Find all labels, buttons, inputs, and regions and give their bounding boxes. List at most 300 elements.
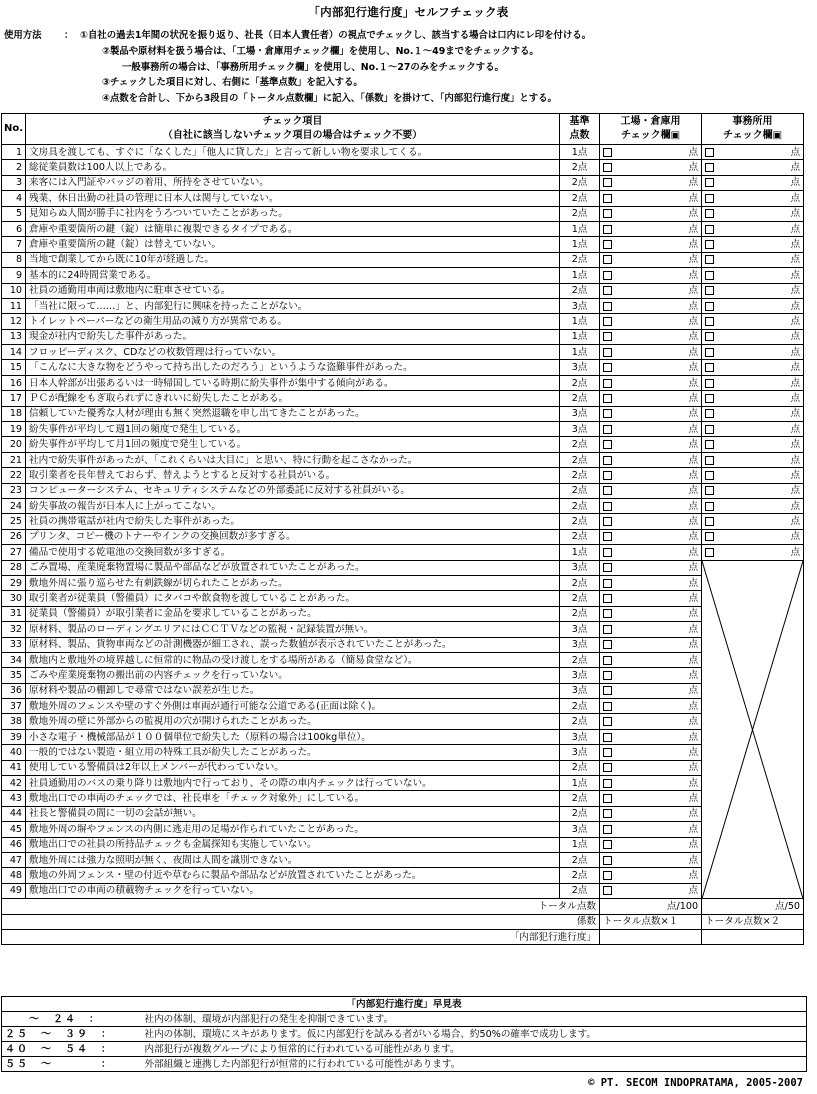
point-unit: 点	[688, 762, 699, 774]
header-item-line1: チェック項目	[262, 116, 323, 127]
checkbox[interactable]	[705, 440, 714, 449]
page-title: 「内部犯行進行度」セルフチェック表	[308, 5, 509, 19]
checkbox[interactable]	[705, 148, 714, 157]
factory-check-cell	[600, 175, 702, 190]
factory-check-cell	[600, 776, 702, 791]
row-number: 42	[2, 776, 26, 791]
coef-label: 係数	[2, 914, 600, 929]
row-text: 残業、休日出勤の社員の管理に日本人は関与していない。	[26, 191, 560, 206]
checkbox[interactable]	[603, 425, 612, 434]
row-number: 16	[2, 375, 26, 390]
point-unit: 点	[688, 192, 699, 204]
row-text: 使用している警備員は2年以上メンバーが代わっていない。	[26, 760, 560, 775]
row-points: 2点	[560, 375, 600, 390]
checkbox[interactable]	[705, 271, 714, 280]
row-number: 7	[2, 237, 26, 252]
checkbox[interactable]	[603, 809, 612, 818]
checkbox[interactable]	[705, 332, 714, 341]
row-points: 1点	[560, 837, 600, 852]
usage-line-5: ④点数を合計し、下から3段目の「トータル点数欄」に記入、「係数」を掛けて、「内部犯行進行度」とする。	[102, 93, 557, 104]
row-number: 27	[2, 545, 26, 560]
progress-label: 「内部犯行進行度」	[2, 929, 600, 944]
row-number: 8	[2, 252, 26, 267]
table-row	[2, 452, 804, 467]
table-row	[2, 514, 804, 529]
factory-check-cell	[600, 252, 702, 267]
checkbox[interactable]	[705, 240, 714, 249]
row-points: 3点	[560, 298, 600, 313]
factory-check-cell	[600, 206, 702, 221]
row-points: 2点	[560, 391, 600, 406]
checkbox[interactable]	[705, 348, 714, 357]
point-unit: 点	[790, 531, 801, 543]
row-points: 2点	[560, 498, 600, 513]
legend-row	[2, 1012, 807, 1027]
checkbox[interactable]	[603, 579, 612, 588]
factory-total-field[interactable]: 点/100	[600, 899, 702, 914]
office-check-cell	[702, 360, 804, 375]
point-unit: 点	[688, 346, 699, 358]
checkbox[interactable]	[705, 502, 714, 511]
checkbox[interactable]	[705, 425, 714, 434]
office-check-cell	[702, 221, 804, 236]
checkbox[interactable]	[705, 363, 714, 372]
table-row	[2, 422, 804, 437]
row-text: 社員の通勤用車両は敷地内に駐車させている。	[26, 283, 560, 298]
table-row	[2, 298, 804, 313]
row-text: 倉庫や重要箇所の鍵（錠）は替えていない。	[26, 237, 560, 252]
table-row	[2, 175, 804, 190]
factory-check-cell	[600, 868, 702, 883]
table-row	[2, 776, 804, 791]
row-number: 20	[2, 437, 26, 452]
factory-check-cell	[600, 391, 702, 406]
office-check-cell	[702, 175, 804, 190]
point-unit: 点	[790, 469, 801, 481]
checkbox[interactable]	[705, 486, 714, 495]
checkbox[interactable]	[705, 456, 714, 465]
checkbox[interactable]	[603, 563, 612, 572]
checkbox[interactable]	[603, 348, 612, 357]
table-row	[2, 483, 804, 498]
header-points-line2: 点数	[569, 130, 590, 141]
checkbox[interactable]	[603, 594, 612, 603]
row-number: 15	[2, 360, 26, 375]
point-unit: 点	[688, 485, 699, 497]
row-number: 25	[2, 514, 26, 529]
point-unit: 点	[790, 546, 801, 558]
point-unit: 点	[790, 516, 801, 528]
row-text: 倉庫や重要箇所の鍵（錠）は簡単に複製できるタイプである。	[26, 221, 560, 236]
office-check-cell	[702, 252, 804, 267]
point-unit: 点	[688, 408, 699, 420]
checkbox[interactable]	[603, 225, 612, 234]
office-total-field[interactable]: 点/50	[702, 899, 804, 914]
checkbox[interactable]	[603, 517, 612, 526]
row-number: 14	[2, 345, 26, 360]
point-unit: 点	[688, 315, 699, 327]
row-text: 「当社に限って……」と、内部犯行に興味を持ったことがない。	[26, 298, 560, 313]
checkbox[interactable]	[603, 748, 612, 757]
row-points: 2点	[560, 175, 600, 190]
row-points: 2点	[560, 591, 600, 606]
checkbox[interactable]	[705, 517, 714, 526]
table-row	[2, 637, 804, 652]
checkbox[interactable]	[603, 486, 612, 495]
legend-desc: 社内の体制、環境が内部犯行の発生を抑制できています。	[142, 1012, 807, 1027]
point-unit: 点	[688, 885, 699, 897]
table-row	[2, 699, 804, 714]
office-check-cell	[702, 452, 804, 467]
row-number: 32	[2, 622, 26, 637]
row-text: 信頼していた優秀な人材が理由も無く突然退職を申し出てきたことがあった。	[26, 406, 560, 421]
table-row	[2, 575, 804, 590]
factory-check-cell	[600, 852, 702, 867]
checkbox[interactable]	[603, 656, 612, 665]
row-points: 3点	[560, 822, 600, 837]
point-unit: 点	[790, 285, 801, 297]
factory-check-cell	[600, 699, 702, 714]
row-text: 日本人幹部が出張あるいは一時帰国している時期に紛失事件が集中する傾向がある。	[26, 375, 560, 390]
factory-check-cell	[600, 283, 702, 298]
factory-check-cell	[600, 160, 702, 175]
usage-label: 使用方法	[4, 30, 42, 41]
table-row	[2, 683, 804, 698]
table-row	[2, 283, 804, 298]
table-row	[2, 314, 804, 329]
header-factory	[600, 114, 702, 145]
row-points: 2点	[560, 606, 600, 621]
point-unit: 点	[688, 593, 699, 605]
point-unit: 点	[790, 423, 801, 435]
row-text: 現金が社内で紛失した事件があった。	[26, 329, 560, 344]
point-unit: 点	[790, 162, 801, 174]
point-unit: 点	[790, 192, 801, 204]
office-na-cross	[702, 560, 804, 899]
table-row	[2, 622, 804, 637]
row-points: 2点	[560, 760, 600, 775]
header-factory-line2: チェック欄▣	[620, 130, 681, 141]
office-check-cell	[702, 298, 804, 313]
checkbox[interactable]	[603, 317, 612, 326]
row-text: 社員の携帯電話が社内で紛失した事件があった。	[26, 514, 560, 529]
factory-check-cell	[600, 575, 702, 590]
point-unit: 点	[688, 331, 699, 343]
checkbox[interactable]	[603, 779, 612, 788]
row-points: 2点	[560, 883, 600, 898]
point-unit: 点	[688, 423, 699, 435]
checkbox[interactable]	[603, 625, 612, 634]
table-row	[2, 545, 804, 560]
row-text: 敷地外周のフェンスや壁のすぐ外側は車両が通行可能な公道である(正面は除く)。	[26, 699, 560, 714]
office-check-cell	[702, 145, 804, 160]
checkbox[interactable]	[603, 178, 612, 187]
checkbox[interactable]	[603, 671, 612, 680]
row-text: ごみ置場、産業廃棄物置場に製品や部品などが放置されていたことがあった。	[26, 560, 560, 575]
checkbox[interactable]	[603, 394, 612, 403]
row-number: 28	[2, 560, 26, 575]
factory-check-cell	[600, 498, 702, 513]
row-number: 26	[2, 529, 26, 544]
checkbox[interactable]	[603, 763, 612, 772]
office-check-cell	[702, 329, 804, 344]
point-unit: 点	[688, 223, 699, 235]
table-row	[2, 868, 804, 883]
checkbox[interactable]	[603, 794, 612, 803]
factory-check-cell	[600, 191, 702, 206]
checkbox[interactable]	[705, 471, 714, 480]
point-unit: 点	[688, 808, 699, 820]
checkbox[interactable]	[603, 271, 612, 280]
total-label: トータル点数	[2, 899, 600, 914]
header-no: No.	[2, 114, 26, 145]
table-row	[2, 714, 804, 729]
factory-check-cell	[600, 637, 702, 652]
row-points: 2点	[560, 283, 600, 298]
checkbox[interactable]	[603, 686, 612, 695]
checkbox[interactable]	[603, 609, 612, 618]
checkbox[interactable]	[603, 440, 612, 449]
factory-progress-field[interactable]	[600, 929, 702, 944]
table-row	[2, 822, 804, 837]
usage-line-3: 一般事務所の場合は、「事務所用チェック欄」を使用し、No.１～27のみをチェックする。	[122, 62, 504, 73]
legend-row	[2, 1057, 807, 1072]
factory-check-cell	[600, 760, 702, 775]
checkbox[interactable]	[705, 317, 714, 326]
checkbox[interactable]	[603, 148, 612, 157]
point-unit: 点	[790, 146, 801, 158]
checkbox[interactable]	[603, 502, 612, 511]
header-item-line2: （自社に該当しないチェック項目の場合はチェック不要）	[162, 130, 423, 141]
row-number: 40	[2, 745, 26, 760]
row-points: 2点	[560, 714, 600, 729]
row-text: フロッピーディスク、CDなどの枚数管理は行っていない。	[26, 345, 560, 360]
checkbox[interactable]	[705, 194, 714, 203]
table-row	[2, 837, 804, 852]
point-unit: 点	[688, 654, 699, 666]
row-number: 36	[2, 683, 26, 698]
checkbox[interactable]	[603, 363, 612, 372]
office-check-cell	[702, 483, 804, 498]
checkbox[interactable]	[705, 394, 714, 403]
checkbox[interactable]	[603, 286, 612, 295]
point-unit: 点	[688, 269, 699, 281]
checkbox[interactable]	[603, 456, 612, 465]
checkbox[interactable]	[603, 717, 612, 726]
point-unit: 点	[688, 239, 699, 251]
row-text: 社員通勤用のバスの乗り降りは敷地内で行っており、その際の車内チェックは行っていない。	[26, 776, 560, 791]
row-points: 2点	[560, 468, 600, 483]
row-text: 原材料、製品のローディングエリアにはＣＣＴＶなどの監視・記録装置が無い。	[26, 622, 560, 637]
checkbox[interactable]	[603, 548, 612, 557]
office-check-cell	[702, 191, 804, 206]
factory-check-cell	[600, 422, 702, 437]
row-points: 2点	[560, 575, 600, 590]
row-text: 一般的ではない製造・組立用の特殊工具が紛失したことがあった。	[26, 745, 560, 760]
office-check-cell	[702, 529, 804, 544]
row-points: 2点	[560, 529, 600, 544]
row-text: コンピューターシステム、セキュリティシステムなどの外部委託に反対する社員がいる。	[26, 483, 560, 498]
office-check-cell	[702, 406, 804, 421]
point-unit: 点	[688, 870, 699, 882]
row-points: 1点	[560, 145, 600, 160]
row-points: 3点	[560, 729, 600, 744]
checkbox[interactable]	[603, 194, 612, 203]
factory-check-cell	[600, 375, 702, 390]
row-points: 1点	[560, 545, 600, 560]
row-points: 3点	[560, 668, 600, 683]
table-row	[2, 206, 804, 221]
office-check-cell	[702, 345, 804, 360]
factory-check-cell	[600, 314, 702, 329]
factory-check-cell	[600, 606, 702, 621]
checkbox[interactable]	[603, 886, 612, 895]
row-text: 原材料、製品、貨物車両などの計測機器が細工され、誤った数値が表示されていたことがあった。	[26, 637, 560, 652]
row-number: 41	[2, 760, 26, 775]
checkbox[interactable]	[705, 163, 714, 172]
checkbox[interactable]	[603, 840, 612, 849]
checkbox[interactable]	[705, 302, 714, 311]
point-unit: 点	[790, 392, 801, 404]
checkbox[interactable]	[603, 471, 612, 480]
factory-check-cell	[600, 729, 702, 744]
point-unit: 点	[688, 454, 699, 466]
row-text: 取引業者が従業員（警備員）にタバコや飲食物を渡していることがあった。	[26, 591, 560, 606]
point-unit: 点	[688, 377, 699, 389]
row-points: 2点	[560, 160, 600, 175]
checkbox[interactable]	[705, 209, 714, 218]
point-unit: 点	[688, 731, 699, 743]
factory-check-cell	[600, 406, 702, 421]
checkbox[interactable]	[705, 286, 714, 295]
checkbox[interactable]	[603, 240, 612, 249]
row-text: 社内で紛失事件があったが、「これくらいは大目に」と思い、特に行動を起こさなかった。	[26, 452, 560, 467]
checkbox[interactable]	[705, 532, 714, 541]
table-row	[2, 606, 804, 621]
row-number: 33	[2, 637, 26, 652]
checkbox[interactable]	[603, 702, 612, 711]
legend-row	[2, 1042, 807, 1057]
point-unit: 点	[688, 716, 699, 728]
factory-check-cell	[600, 714, 702, 729]
row-text: 敷地外周に張り巡らせた有刺鉄線が切られたことがあった。	[26, 575, 560, 590]
office-check-cell	[702, 314, 804, 329]
table-row	[2, 268, 804, 283]
point-unit: 点	[688, 146, 699, 158]
checkbox[interactable]	[603, 255, 612, 264]
table-row	[2, 237, 804, 252]
point-unit: 点	[688, 746, 699, 758]
factory-check-cell	[600, 668, 702, 683]
row-number: 39	[2, 729, 26, 744]
row-points: 1点	[560, 329, 600, 344]
checkbox[interactable]	[603, 532, 612, 541]
row-number: 34	[2, 652, 26, 667]
checkbox[interactable]	[603, 733, 612, 742]
row-text: 従業員（警備員）が取引業者に金品を要求していることがあった。	[26, 606, 560, 621]
point-unit: 点	[688, 177, 699, 189]
row-number: 22	[2, 468, 26, 483]
checkbox[interactable]	[603, 871, 612, 880]
row-text: 紛失事件が平均して月1回の頻度で発生している。	[26, 437, 560, 452]
office-check-cell	[702, 422, 804, 437]
checkbox[interactable]	[603, 302, 612, 311]
row-points: 2点	[560, 699, 600, 714]
legend-table	[1, 996, 807, 1072]
factory-check-cell	[600, 452, 702, 467]
legend-title: 「内部犯行進行度」早見表	[2, 997, 807, 1012]
office-progress-field[interactable]	[702, 929, 804, 944]
row-number: 44	[2, 806, 26, 821]
point-unit: 点	[790, 269, 801, 281]
row-text: 敷地出口での車両の積載物チェックを行っていない。	[26, 883, 560, 898]
check-table	[1, 113, 804, 945]
row-number: 43	[2, 791, 26, 806]
row-number: 49	[2, 883, 26, 898]
office-check-cell	[702, 237, 804, 252]
checkbox[interactable]	[705, 409, 714, 418]
point-unit: 点	[688, 854, 699, 866]
checkbox[interactable]	[603, 209, 612, 218]
legend-range: ５５ ～ ：	[2, 1057, 142, 1072]
point-unit: 点	[688, 531, 699, 543]
checkbox[interactable]	[603, 409, 612, 418]
checkbox[interactable]	[603, 379, 612, 388]
office-check-cell	[702, 268, 804, 283]
table-row	[2, 760, 804, 775]
checkbox[interactable]	[603, 163, 612, 172]
dropdown-marker-icon: ▣	[772, 130, 783, 141]
point-unit: 点	[688, 685, 699, 697]
factory-check-cell	[600, 221, 702, 236]
point-unit: 点	[688, 362, 699, 374]
row-text: 敷地外周には強力な照明が無く、夜間は人間を識別できない。	[26, 852, 560, 867]
factory-check-cell	[600, 791, 702, 806]
point-unit: 点	[688, 300, 699, 312]
checkbox[interactable]	[603, 640, 612, 649]
table-row	[2, 560, 804, 575]
point-unit: 点	[688, 608, 699, 620]
checkbox[interactable]	[705, 379, 714, 388]
point-unit: 点	[790, 239, 801, 251]
point-unit: 点	[688, 777, 699, 789]
point-unit: 点	[688, 439, 699, 451]
factory-check-cell	[600, 560, 702, 575]
checkbox[interactable]	[705, 225, 714, 234]
table-row	[2, 591, 804, 606]
row-points: 1点	[560, 237, 600, 252]
checkbox[interactable]	[705, 548, 714, 557]
table-row	[2, 883, 804, 898]
table-row	[2, 191, 804, 206]
checkbox[interactable]	[603, 856, 612, 865]
checkbox[interactable]	[603, 332, 612, 341]
legend-range: ２５ ～ ３９ ：	[2, 1027, 142, 1042]
row-number: 46	[2, 837, 26, 852]
checkbox[interactable]	[705, 255, 714, 264]
row-text: 原材料や製品の棚卸しで尋常ではない誤差が生じた。	[26, 683, 560, 698]
legend-range: ４０ ～ ５４ ：	[2, 1042, 142, 1057]
table-row	[2, 406, 804, 421]
row-number: 45	[2, 822, 26, 837]
row-number: 4	[2, 191, 26, 206]
row-number: 13	[2, 329, 26, 344]
checkbox[interactable]	[603, 825, 612, 834]
row-number: 11	[2, 298, 26, 313]
checkbox[interactable]	[705, 178, 714, 187]
factory-check-cell	[600, 483, 702, 498]
table-row	[2, 391, 804, 406]
